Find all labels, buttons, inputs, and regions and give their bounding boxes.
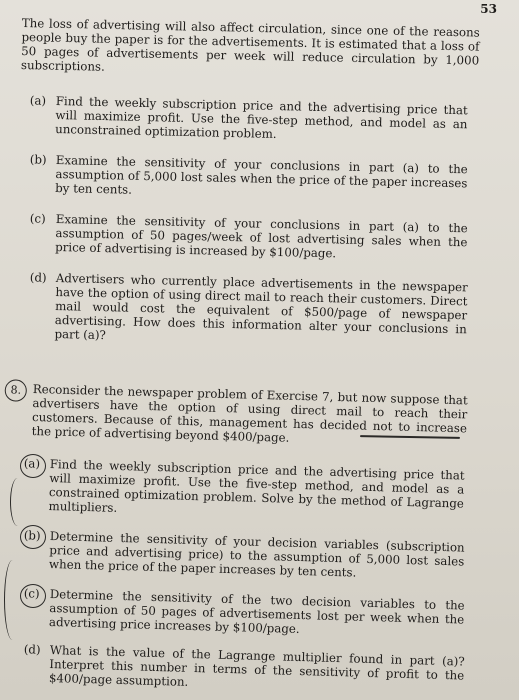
part-text: Find the weekly subscription price and the advertising price that will maximize profit. Use the five-step method, and model as an unconstrained optimization problem.	[55, 94, 468, 142]
pen-circle-part-b	[20, 525, 46, 549]
part-label: (c)	[23, 586, 40, 601]
exercise7-part-c	[29, 211, 468, 263]
part-label: (a)	[23, 456, 41, 471]
part-label: (d)	[29, 270, 47, 285]
exercise8-part-a	[23, 456, 465, 525]
exercise8-text: Reconsider the newspaper problem of Exercise 7, but now suppose that advertisers have the option of using direct mail to reach their customers. Because of this, management has decided not to increase the price of advertising beyond $400/page.	[31, 382, 468, 445]
part-text: What is the value of the Lagrange multiplier found in part (a)? Interpret this number in terms of the sensitivity of profit to the $400/page assumption.	[48, 643, 465, 689]
part-text: Examine the sensitivity of your conclusions in part (a) to the assumption of 5,000 lost sales when the price of the paper increases by ten cents.	[55, 153, 468, 197]
exercise8-part-c	[23, 586, 465, 641]
part-text: Determine the sensitivity of your decision variables (subscription price and advertising price) to the assumption of 5,000 lost sales when the price of the paper increases by ten cents.	[48, 529, 465, 580]
pen-circle-part-c	[20, 584, 46, 608]
exercise7-part-a	[29, 93, 468, 145]
exercise8-statement	[10, 382, 468, 449]
part-text: Find the weekly subscription price and the advertising price that will maximize profit. Use the five-step method, and model as a constrained optimization problem. Solve by the method of Lagrange multipliers.	[48, 457, 465, 515]
part-text: Advertisers who currently place advertisements in the newspaper have the option of using direct mail to reach their customers. Direct mail would cost the equivalent of $500/page of newspaper advertising. How does this information alter your conclusions in part (a)?	[54, 271, 468, 343]
exercise7-part-b	[29, 152, 468, 204]
page-number: 53	[480, 2, 497, 16]
part-label: (a)	[29, 93, 47, 108]
part-text: Determine the sensitivity of the two decision variables to the assumption of 50 pages of advertisements lost per week when the advertising price increases by $100/page.	[48, 587, 465, 636]
part-label: (b)	[23, 528, 41, 543]
exercise8-number: 8.	[4, 379, 27, 402]
exercise7-part-d	[29, 270, 468, 350]
part-text: Examine the sensitivity of your conclusions in part (a) to the assumption of 50 pages/week of lost advertising sales when the price of advertising is increased by $100/page.	[55, 212, 468, 261]
exercise8-part-d	[23, 642, 465, 697]
part-label: (b)	[29, 152, 47, 167]
intro-paragraph: The loss of advertising will also affect circulation, since one of the reasons people buy the paper is for the advertisements. It is estimated that a loss of 50 pages of advertisements per week will reduce circulation by 1,000 subscriptions.	[20, 16, 480, 74]
pen-circle-part-a	[20, 454, 46, 478]
pen-bracket	[4, 560, 21, 640]
part-label: (c)	[29, 211, 46, 226]
part-label: (d)	[23, 642, 41, 657]
pen-bracket	[10, 478, 25, 526]
exercise8-part-b	[23, 528, 465, 583]
